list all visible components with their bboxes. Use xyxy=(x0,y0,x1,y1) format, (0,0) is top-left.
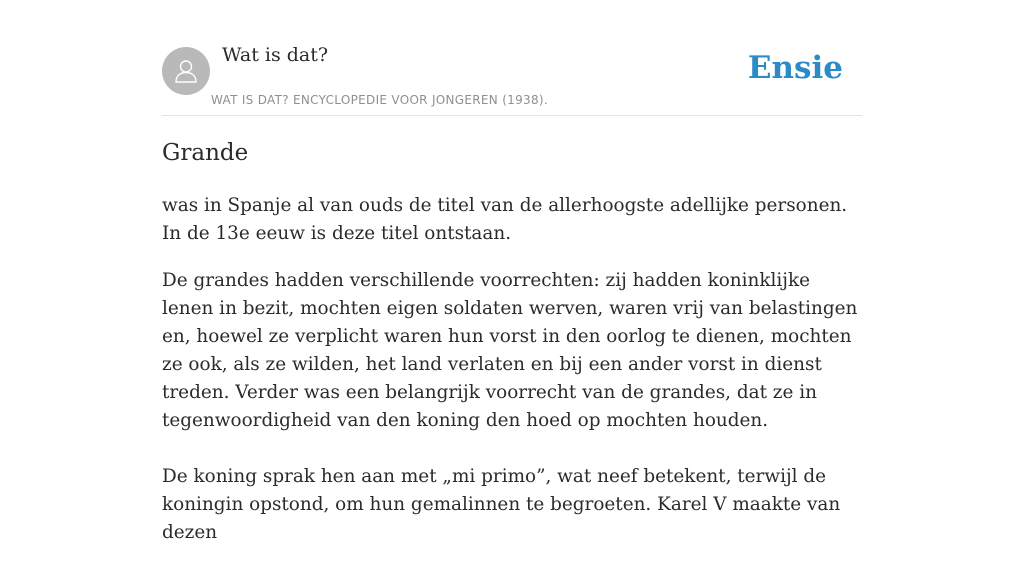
avatar[interactable] xyxy=(162,47,210,95)
paragraph: De grandes hadden verschillende voorrechten: zij hadden koninklijke lenen in bezit, mochten eigen soldaten werven, waren vrij van belastingen en, hoewel ze verplicht waren hun vorst in den oorlog te dienen, mochten ze ook, als ze wilden, het land verlaten en bij een ander vorst in dienst treden. Verder was een belangrijk voorrecht van de grandes, dat ze in tegenwoordigheid van den koning den hoed op mochten houden. xyxy=(162,270,858,431)
source-subtitle: WAT IS DAT? ENCYCLOPEDIE VOOR JONGEREN (1938). xyxy=(211,93,549,107)
source-name[interactable]: Wat is dat? xyxy=(222,44,329,66)
paragraph: was in Spanje al van ouds de titel van de allerhoogste adellijke personen. In de 13e eeuw is deze titel ontstaan. xyxy=(162,195,848,244)
article-body xyxy=(162,192,862,566)
brand-logo[interactable]: Ensie xyxy=(747,50,843,86)
page-title: Grande xyxy=(162,140,249,166)
source-header xyxy=(162,0,862,116)
paragraph: De koning sprak hen aan met „mi primo”, wat neef betekent, terwijl de koningin opstond, om hun gemalinnen te begroeten. Karel V maakte van dezen xyxy=(162,466,841,543)
user-icon xyxy=(171,56,201,86)
